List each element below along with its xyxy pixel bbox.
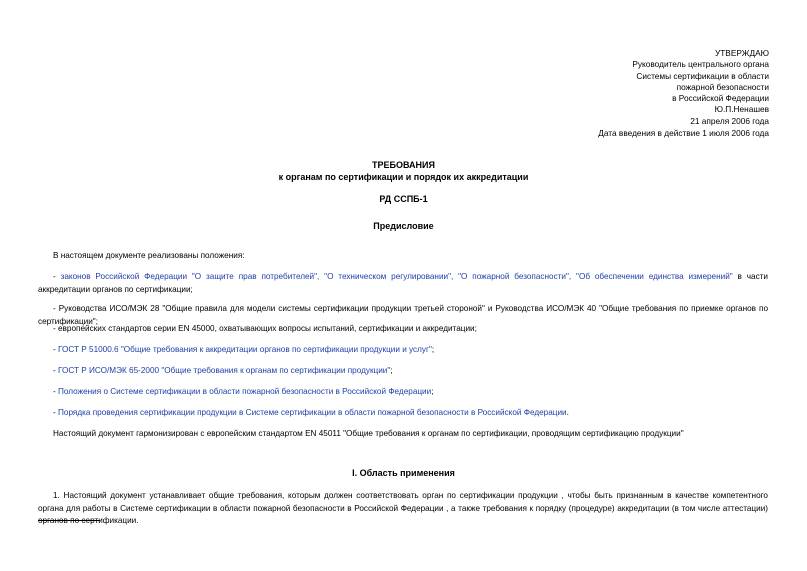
document-code: РД ССПБ-1 [379,194,428,204]
approval-line: 21 апреля 2006 года [690,115,769,126]
procedure-link[interactable]: Порядка проведения сертификации продукции в Системе сертификации в области пожарной безопасности в Российской Федерации [58,408,567,417]
list-item-prefix: - [53,366,59,375]
list-item-text: - Руководства ИСО/МЭК 28 "Общие правила для модели системы сертификации продукции третьей стороной" и Руководства ИСО/МЭК 40 "Общие требования по приемке органов по сертификации"; [38,304,768,326]
list-item-suffix: ; [390,366,393,375]
approval-line: Ю.П.Ненашев [714,104,769,115]
list-item-suffix: ; [431,345,435,354]
title-line-1: ТРЕБОВАНИЯ [372,160,435,170]
approval-line: в Российской Федерации [672,93,769,104]
harmonized-text: Настоящий документ гармонизирован с европейским стандартом EN 45011 "Общие требования к органам по сертификации, проводящим сертификацию продукции" [53,429,684,438]
list-item-suffix: в части аккредитации органов по сертификации; [38,272,768,294]
approval-line: УТВЕРЖДАЮ [714,48,769,58]
list-item-prefix: - [53,387,59,396]
list-item-prefix: - [53,408,59,417]
list-item-prefix: - [53,345,59,354]
list-item [38,386,768,399]
approval-line: Руководитель центрального органа [632,59,769,70]
approval-line: пожарной безопасности [676,81,769,92]
document-title [0,160,807,183]
law-link[interactable]: законов Российской Федерации "О защите прав потребителей", "О техническом регулировании", "О пожарной безопасности", "Об обеспечении единства измерений" [60,272,733,281]
title-line-2: к органам по сертификации и порядок их аккредитации [278,171,529,182]
list-item [38,407,768,420]
preface-heading: Предисловие [373,221,434,231]
list-item [38,271,768,296]
effective-date: Дата введения в действие 1 июля 2006 года [598,128,769,138]
section-heading: I. Область применения [352,468,455,478]
list-item [38,365,768,378]
gost-51000-link[interactable]: ГОСТ Р 51000.6 "Общие требования к аккредитации органов по сертификации продукции и услуг" [58,345,432,354]
list-item-suffix: ; [431,387,434,396]
approval-line: Системы сертификации в области [636,70,769,81]
list-item-suffix: . [566,408,569,417]
regulation-link[interactable]: Положения о Системе сертификации в области пожарной безопасности в Российской Федерации [58,387,432,396]
list-item [38,323,768,336]
approval-block [632,48,769,127]
clause-1: 1. Настоящий документ устанавливает общие требования, которым должен соответствовать орган по сертификации продукции , чтобы быть признанным в качестве компетентного органа для работы в Системе сертификации в области пожарной безопасности в Российской Федерации , а также требования к порядку (процедуре) аккредитации (в том числе аттестации) органов по сертификации. [38,491,768,525]
footnote-divider [38,520,100,521]
list-item-text: - европейских стандартов серии EN 45000, охватывающих вопросы испытаний, сертификации и аккредитации; [53,324,477,333]
intro-text: В настоящем документе реализованы положения: [53,251,245,260]
gost-iso-65-link[interactable]: ГОСТ Р ИСО/МЭК 65-2000 "Общие требования к органам по сертификации продукции" [58,366,391,375]
list-item [38,344,768,357]
list-item-prefix: - [53,272,61,281]
